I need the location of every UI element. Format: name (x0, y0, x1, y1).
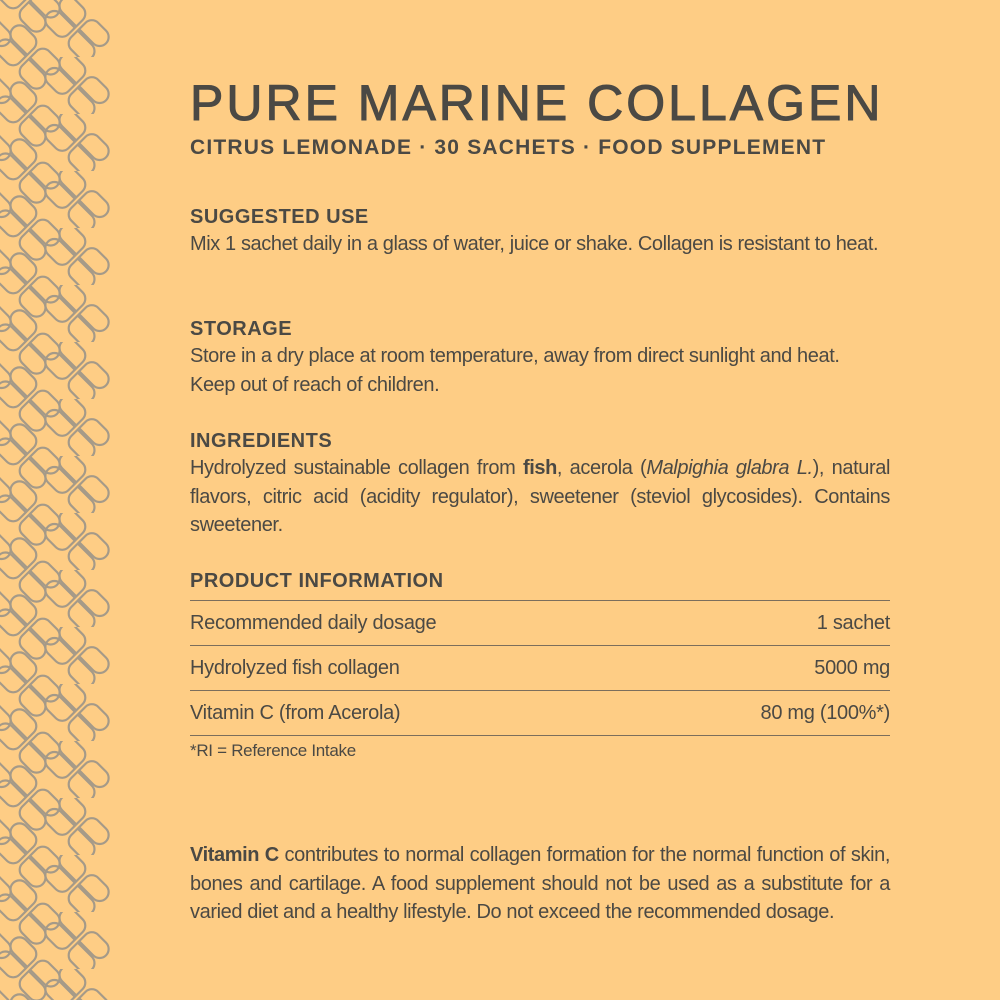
product-info-table (190, 600, 890, 736)
storage-heading: STORAGE (190, 318, 293, 340)
product-title: PURE MARINE COLLAGEN (190, 75, 884, 131)
ingredients-heading: INGREDIENTS (190, 430, 333, 452)
claim-text: contributes to normal collagen formation for the normal function of skin, bones and cartilage. A food supplement should not be used as a substitute for a varied diet and a healthy lifestyle. Do not exceed the recommended dosage. (190, 844, 890, 923)
storage-section (190, 316, 890, 399)
ingredients-section (190, 428, 890, 540)
footnote: *RI = Reference Intake (190, 741, 356, 760)
claim-bold: Vitamin C (190, 844, 279, 866)
ingredients-text (190, 454, 890, 540)
storage-line-2: Keep out of reach of children. (190, 373, 440, 396)
storage-line-1: Store in a dry place at room temperature, away from direct sunlight and heat. (190, 345, 840, 367)
table-row (190, 601, 890, 646)
ingredients-part: , acerola ( (556, 457, 647, 479)
row-value: 80 mg (100%*) (649, 691, 890, 736)
decorative-pattern (0, 0, 110, 1000)
row-value: 1 sachet (649, 601, 890, 646)
row-label: Hydrolyzed fish collagen (190, 646, 649, 691)
ingredients-part: Hydrolyzed sustainable collagen from (190, 457, 523, 479)
ingredients-part: ), natural flavors, citric acid (acidity regulator), sweetener (steviol glycosides). Contains sweetener. (190, 457, 890, 536)
table-row (190, 646, 890, 691)
product-subtitle: CITRUS LEMONADE · 30 SACHETS · FOOD SUPPLEMENT (190, 136, 827, 159)
table-row (190, 691, 890, 736)
vitamin-c-claim (190, 841, 890, 927)
suggested-use-text: Mix 1 sachet daily in a glass of water, juice or shake. Collagen is resistant to heat. (190, 233, 879, 255)
product-info-heading: PRODUCT INFORMATION (190, 570, 444, 592)
row-label: Recommended daily dosage (190, 601, 649, 646)
row-value: 5000 mg (649, 646, 890, 691)
suggested-use-heading: SUGGESTED USE (190, 206, 369, 228)
allergen-fish: fish (522, 457, 557, 479)
suggested-use-section (190, 204, 890, 259)
latin-name: Malpighia glabra L. (646, 457, 813, 479)
product-info-section (190, 568, 890, 761)
row-label: Vitamin C (from Acerola) (190, 691, 649, 736)
